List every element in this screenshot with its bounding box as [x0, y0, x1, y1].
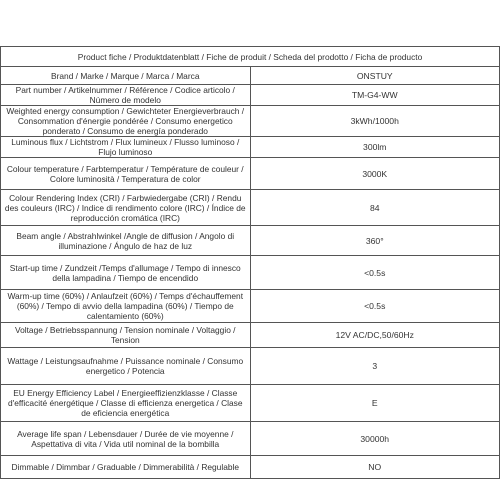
row-label: Warm-up time (60%) / Anlaufzeit (60%) / Temps d'échauffement (60%) / Tempo di avvio della lampadina (60%) / Tiempo de calentamiento (60%)	[1, 290, 251, 323]
row-label: Wattage / Leistungsaufnahme / Puissance nominale / Consumo energetico / Potencia	[1, 348, 251, 385]
table-row-beam-angle	[1, 226, 500, 256]
table-row-brand	[1, 67, 500, 85]
row-label: Beam angle / Abstrahlwinkel /Angle de diffusion / Angolo di illuminazione / Ángulo de haz de luz	[1, 226, 251, 256]
table-row-warm-up-time	[1, 290, 500, 323]
row-label: EU Energy Efficiency Label / Energieeffizienzklasse / Classe d'efficacité énergétique / Classe di efficienza energetica / Clase de eficiencia energética	[1, 385, 251, 422]
table-row-cri	[1, 190, 500, 226]
row-value: <0.5s	[250, 290, 500, 323]
table-row-life-span	[1, 422, 500, 456]
table-heading: Product fiche / Produktdatenblatt / Fiche de produit / Scheda del prodotto / Ficha de producto	[1, 47, 500, 67]
row-label: Voltage / Betriebsspannung / Tension nominale / Voltaggio / Tension	[1, 323, 251, 348]
row-label: Luminous flux / Lichtstrom / Flux lumineux / Flusso luminoso / Flujo luminoso	[1, 137, 251, 158]
row-label: Average life span / Lebensdauer / Durée de vie moyenne / Aspettativa di vita / Vida util nominal de la bombilla	[1, 422, 251, 456]
table-row-part-number	[1, 85, 500, 106]
row-value: E	[250, 385, 500, 422]
row-value: <0.5s	[250, 256, 500, 290]
row-label: Weighted energy consumption / Gewichteter Energieverbrauch / Consommation d'énergie pondérée / Consumo energetico ponderato / Consumo de energía ponderado	[1, 106, 251, 137]
row-value: 30000h	[250, 422, 500, 456]
row-value: 3	[250, 348, 500, 385]
row-value: 84	[250, 190, 500, 226]
table-row-start-up-time	[1, 256, 500, 290]
table-row-wattage	[1, 348, 500, 385]
table-row-energy-efficiency	[1, 385, 500, 422]
row-value: ONSTUY	[250, 67, 500, 85]
row-value: NO	[250, 456, 500, 479]
row-label: Brand / Marke / Marque / Marca / Marca	[1, 67, 251, 85]
row-label: Start-up time / Zundzeit /Temps d'allumage / Tempo di innesco della lampadina / Tiempo de encendido	[1, 256, 251, 290]
row-value: 360°	[250, 226, 500, 256]
row-label: Colour Rendering Index (CRI) / Farbwiedergabe (CRI) / Rendu des couleurs (IRC) / Indice di rendimento colore (IRC) / Índice de reproducción cromática (IRC)	[1, 190, 251, 226]
row-value: TM-G4-WW	[250, 85, 500, 106]
product-fiche-sheet	[0, 46, 500, 479]
table-row-dimmable	[1, 456, 500, 479]
row-value: 300lm	[250, 137, 500, 158]
table-row-luminous-flux	[1, 137, 500, 158]
table-row-colour-temperature	[1, 158, 500, 190]
table-header-row	[1, 47, 500, 67]
row-value: 3000K	[250, 158, 500, 190]
table-row-voltage	[1, 323, 500, 348]
row-value: 12V AC/DC,50/60Hz	[250, 323, 500, 348]
row-value: 3kWh/1000h	[250, 106, 500, 137]
product-fiche-table	[0, 46, 500, 479]
table-row-energy-consumption	[1, 106, 500, 137]
row-label: Colour temperature / Farbtemperatur / Température de couleur / Colore luminosità / Temperatura de color	[1, 158, 251, 190]
row-label: Part number / Artikelnummer / Référence / Codice articolo / Número de modelo	[1, 85, 251, 106]
row-label: Dimmable / Dimmbar / Graduable / Dimmerabilità / Regulable	[1, 456, 251, 479]
